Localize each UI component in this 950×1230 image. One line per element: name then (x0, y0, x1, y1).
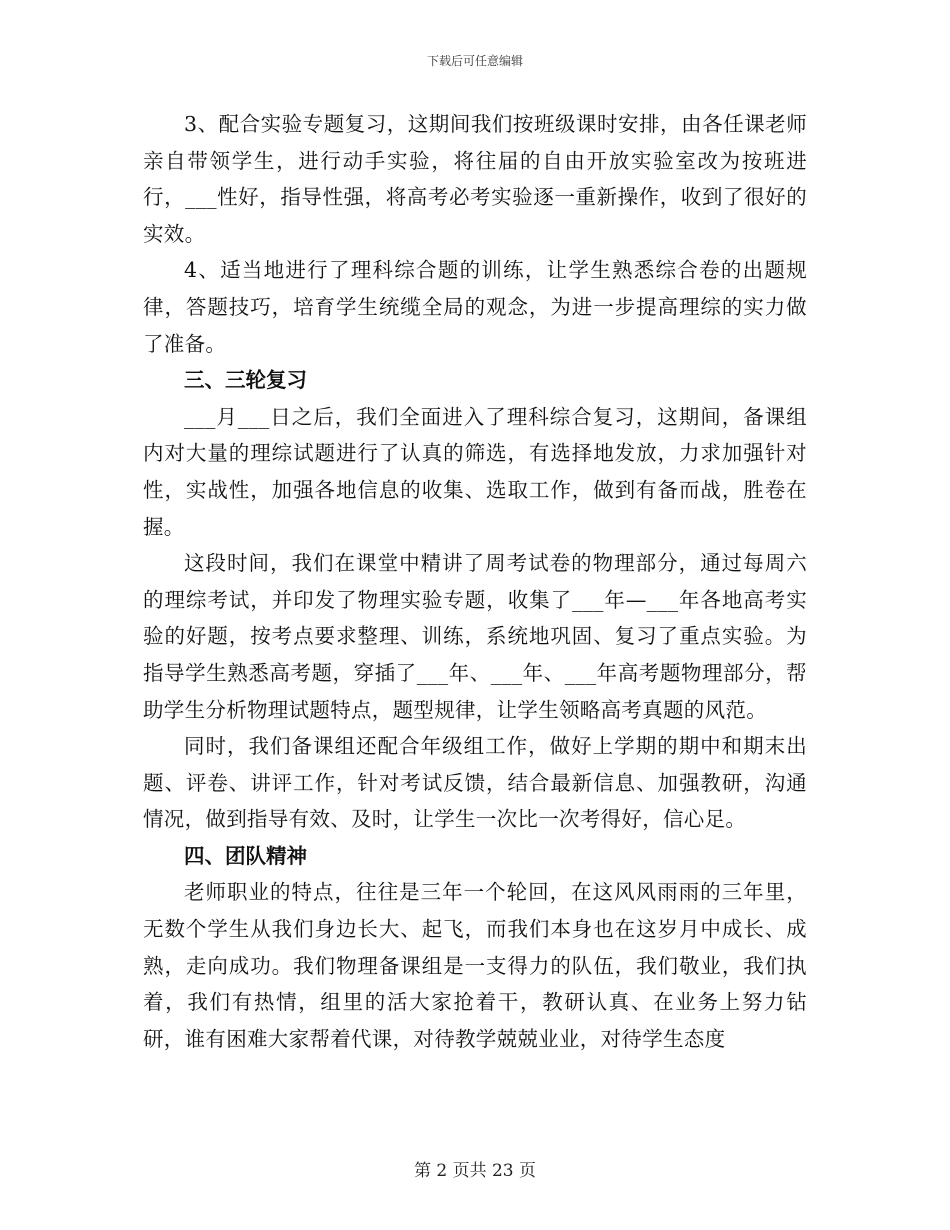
paragraph-comprehensive-training: 4、适当地进行了理科综合题的训练，让学生熟悉综合卷的出题规律，答题技巧，培育学生统缆全局的观念，为进一步提高理综的实力做了准备。 (143, 258, 807, 356)
paragraph-team-spirit: 老师职业的特点，往往是三年一个轮回，在这风风雨雨的三年里，无数个学生从我们身边长大、起飞，而我们本身也在这岁月中成长、成熟，走向成功。我们物理备课组是一支得力的队伍，我们敬业，我们执着，我们有热情，组里的活大家抢着干，教研认真、在业务上努力钻研，谁有困难大家帮着代课，对待教学兢兢业业，对待学生态度 (143, 880, 807, 1051)
section-heading-team-spirit: 四、团队精神 (184, 843, 307, 868)
page-header-note: 下载后可任意编辑 (426, 54, 523, 68)
paragraph-third-review-intro: ___月___日之后，我们全面进入了理科综合复习，这期间，备课组内对大量的理综试题进行了认真的筛选，有选择地发放，力求加强针对性，实战性，加强各地信息的收集、选取工作，做到有备而战，胜卷在握。 (143, 404, 807, 539)
page-number-footer: 第 2 页共 23 页 (413, 1161, 537, 1181)
section-heading-third-review: 三、三轮复习 (184, 368, 307, 393)
paragraph-experiment-review: 3、配合实验专题复习，这期间我们按班级课时安排，由各任课老师亲自带领学生，进行动手实验，将往届的自由开放实验室改为按班进行，___性好，指导性强，将高考必考实验逐一重新操作，收到了很好的实效。 (143, 112, 807, 246)
document-body (143, 106, 807, 1057)
paragraph-grade-cooperation: 同时，我们备课组还配合年级组工作，做好上学期的期中和期末出题、评卷、讲评工作，针对考试反馈，结合最新信息、加强教研，沟通情况，做到指导有效、及时，让学生一次比一次考得好，信心足。 (143, 734, 807, 832)
paragraph-weekly-exams: 这段时间，我们在课堂中精讲了周考试卷的物理部分，通过每周六的理综考试，并印发了物理实验专题，收集了___年—___年各地高考实验的好题，按考点要求整理、训练，系统地巩固、复习了重点实验。为指导学生熟悉高考题，穿插了___年、___年、___年高考题物理部分，帮助学生分析物理试题特点，题型规律，让学生领略高考真题的风范。 (143, 551, 807, 722)
